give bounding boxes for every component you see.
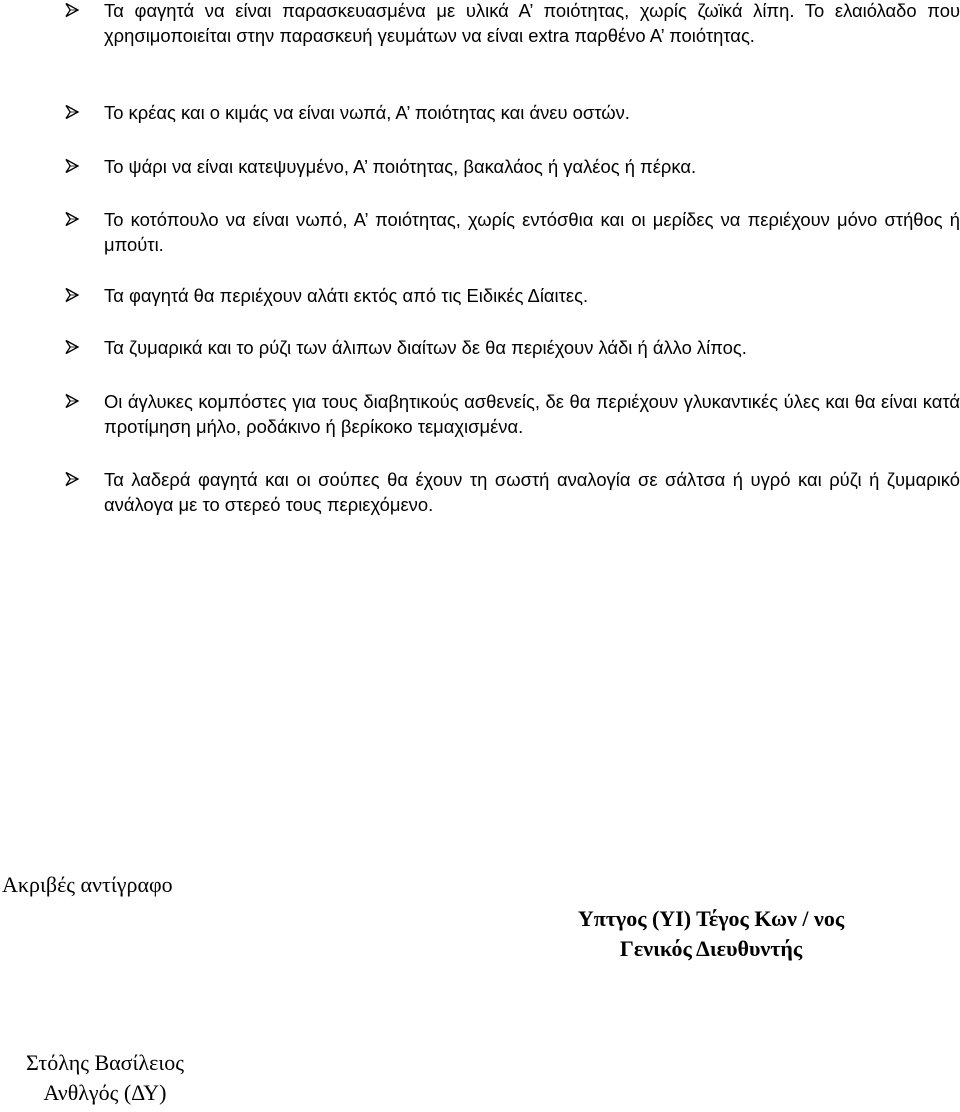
arrowhead-bullet-icon [64,2,80,18]
bullet-text: Το ψάρι να είναι κατεψυγμένο, Α’ ποιότητας, βακαλάος ή γαλέος ή πέρκα. [104,156,697,177]
clerk-name: Στόλης Βασίλειος [26,1050,184,1075]
arrowhead-bullet-icon [64,287,80,303]
signatory-rank-name: Υπτγος (ΥΙ) Τέγος Κων / νος [577,906,845,931]
bullet-text: Το κρέας και ο κιμάς να είναι νωπά, Α’ ποιότητας και άνευ οστών. [104,102,630,123]
bullet-text: Τα φαγητά θα περιέχουν αλάτι εκτός από τις Ειδικές Δίαιτες. [104,285,589,306]
bullet-text: Τα φαγητά να είναι παρασκευασμένα με υλικά Α’ ποιότητας, χωρίς ζωϊκά λίπη. Το ελαιόλαδο που χρησιμοποιείται στην παρασκευή γευμάτων να είναι extra παρθένο Α’ ποιότητας. [104,0,960,46]
clerk-block [6,1048,204,1108]
arrowhead-bullet-icon [64,393,80,409]
arrowhead-bullet-icon [64,104,80,120]
arrowhead-bullet-icon [64,158,80,174]
signatory-block [536,904,886,964]
arrowhead-bullet-icon [64,211,80,227]
bullet-text: Το κοτόπουλο να είναι νωπό, Α’ ποιότητας, χωρίς εντόσθια και οι μερίδες να περιέχουν μόνο στήθος ή μπούτι. [104,209,960,255]
arrowhead-bullet-icon [64,339,80,355]
bullet-text: Οι άγλυκες κομπόστες για τους διαβητικούς ασθενείς, δε θα περιέχουν γλυκαντικές ύλες και θα είναι κατά προτίμηση μήλο, ροδάκινο ή βερίκοκο τεμαχισμένα. [104,391,960,437]
bullet-text: Τα λαδερά φαγητά και οι σούπες θα έχουν τη σωστή αναλογία σε σάλτσα ή υγρό και ρύζι ή ζυμαρικό ανάλογα με το στερεό τους περιεχόμενο. [104,469,960,515]
bullet-text: Τα ζυμαρικά και το ρύζι των άλιπων διαίτων δε θα περιέχουν λάδι ή άλλο λίπος. [104,337,747,358]
certified-copy-label: Ακριβές αντίγραφο [2,872,173,897]
clerk-rank: Ανθλγός (ΔΥ) [43,1080,167,1105]
arrowhead-bullet-icon [64,471,80,487]
signatory-title: Γενικός Διευθυντής [619,936,803,961]
